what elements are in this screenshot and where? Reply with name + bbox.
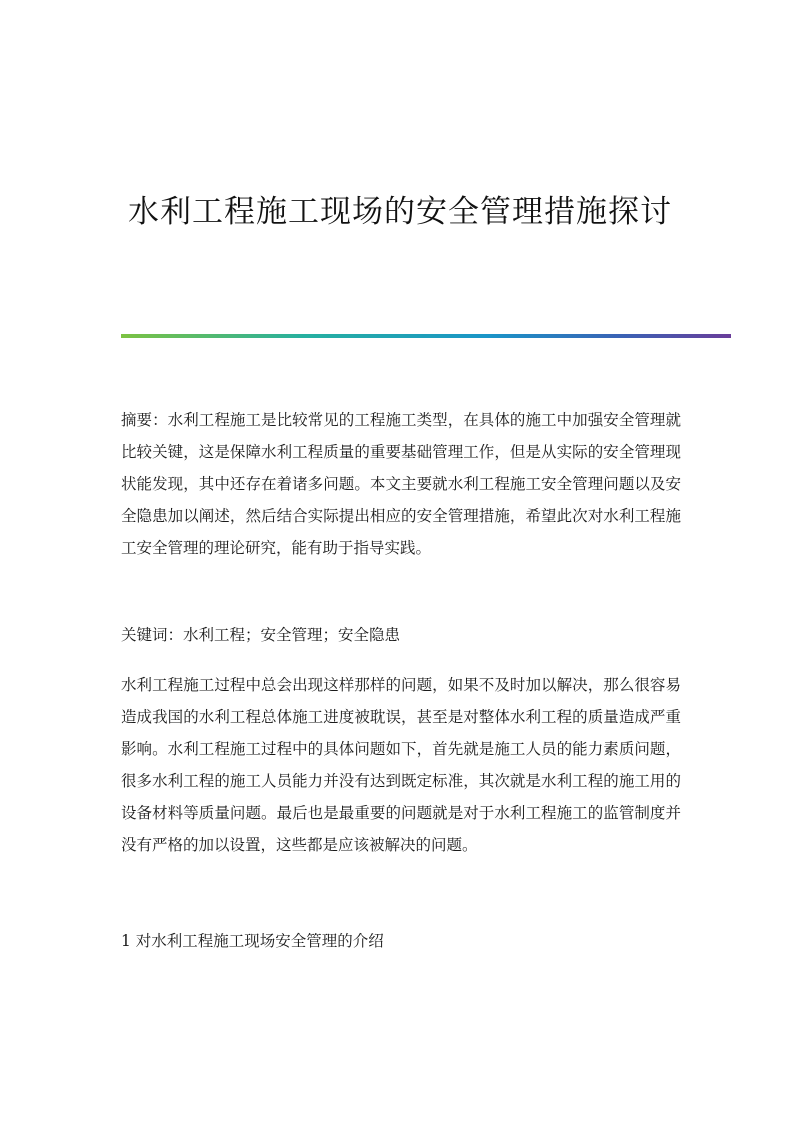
body-paragraph: 水利工程施工过程中总会出现这样那样的问题，如果不及时加以解决，那么很容易造成我国的水利工程总体施工进度被耽误，甚至是对整体水利工程的质量造成严重影响。水利工程施工过程中的具体问题如下，首先就是施工人员的能力素质问题，很多水利工程的施工人员能力并没有达到既定标准，其次就是水利工程的施工用的设备材料等质量问题。最后也是最重要的问题就是对于水利工程施工的监管制度并没有严格的加以设置，这些都是应该被解决的问题。 [121, 676, 681, 854]
keywords-line: 关键词：水利工程；安全管理；安全隐患 [121, 626, 401, 644]
section-heading: 1 对水利工程施工现场安全管理的介绍 [121, 932, 384, 950]
document-title: 水利工程施工现场的安全管理措施探讨 [128, 194, 672, 230]
abstract-paragraph: 摘要：水利工程施工是比较常见的工程施工类型，在具体的施工中加强安全管理就比较关键，这是保障水利工程质量的重要基础管理工作，但是从实际的安全管理现状能发现，其中还存在着诸多问题。本文主要就水利工程施工安全管理问题以及安全隐患加以阐述，然后结合实际提出相应的安全管理措施，希望此次对水利工程施工安全管理的理论研究，能有助于指导实践。 [121, 411, 681, 557]
title-divider [121, 334, 731, 338]
